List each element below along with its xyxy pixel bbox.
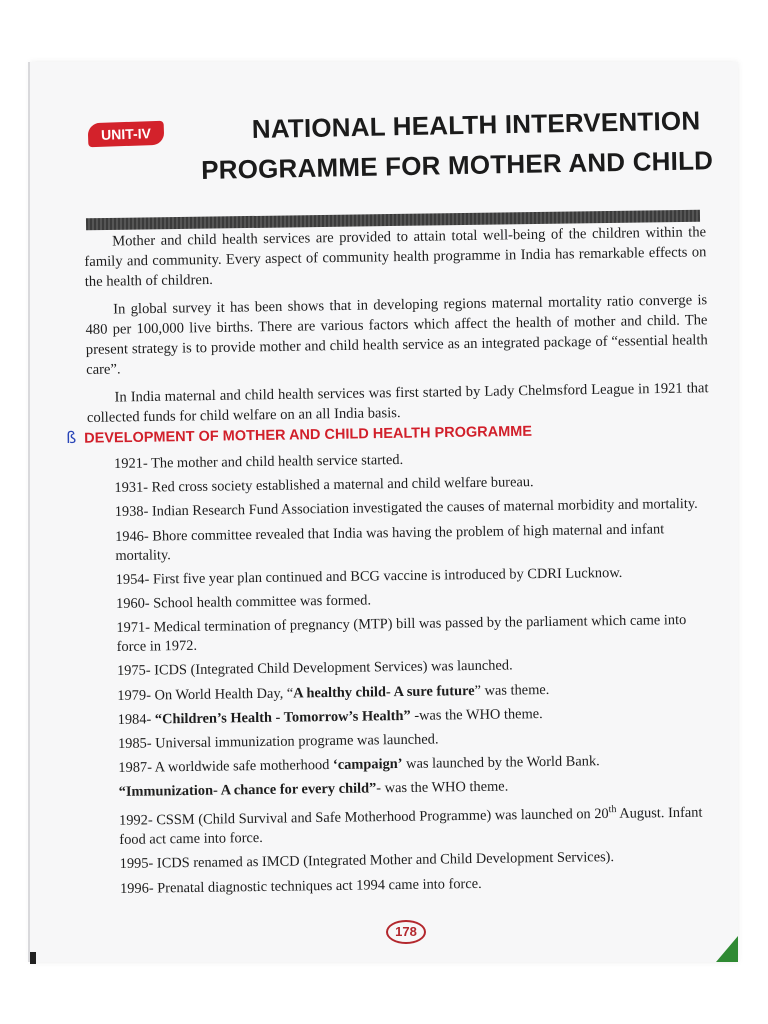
timeline-entry: 1975- ICDS (Integrated Child Development Services) was launched. — [116, 657, 513, 680]
timeline-entry: 1931- Red cross society established a maternal and child welfare bureau. — [114, 474, 534, 497]
timeline-entry-text: -was the WHO theme. — [410, 705, 543, 724]
timeline-entry — [119, 775, 719, 802]
timeline-entry-text: August. Infant food act came into force. — [119, 805, 703, 849]
timeline-entry: 1960- School health committee was formed. — [115, 592, 372, 612]
intro-paragraph-1: Mother and child health services are provided to attain total well-being of the children within the family and community. Every aspect of community health programme in India has remarkable effects on the health of children. — [84, 224, 707, 290]
timeline-entry-text: 1984- — [117, 711, 155, 728]
timeline-entry-text: 1992- CSSM (Child Survival and Safe Motherhood Programme) was launched on 20 — [119, 806, 609, 830]
intro-paragraph-3: In India maternal and child health services was first started by Lady Chelmsford League in 1921 that collected funds for child welfare on an all India basis. — [86, 380, 709, 426]
timeline-entry-text: 1987- A worldwide safe motherhood — [118, 757, 334, 777]
timeline-entry — [118, 702, 718, 729]
timeline-entry-superscript: th — [608, 804, 617, 816]
chapter-title-line-2: PROGRAMME FOR MOTHER AND CHILD — [200, 145, 714, 185]
timeline-entry: 1995- ICDS renamed as IMCD (Integrated Mother and Child Development Services). — [119, 849, 615, 873]
timeline-entry: 1954- First five year plan continued and BCG vaccine is introduced by CDRI Lucknow. — [115, 564, 623, 588]
timeline-entry: 1971- Medical termination of pregnancy (MTP) bill was passed by the parliament which came into force in 1972. — [116, 612, 687, 656]
timeline-entry: 1996- Prenatal diagnostic techniques act 1994 came into force. — [119, 875, 482, 897]
timeline-list — [114, 447, 720, 904]
timeline-entry-text: - was the WHO theme. — [376, 778, 509, 797]
timeline-entry-emphasis: A healthy child- A sure future — [293, 682, 475, 702]
timeline-entry-text: was launched by the World Bank. — [402, 753, 600, 773]
chapter-title-line-1: NATIONAL HEALTH INTERVENTION — [251, 105, 701, 145]
timeline-entry: 1921- The mother and child health service started. — [114, 451, 404, 472]
chapter-title — [200, 100, 714, 190]
timeline-entry: 1946- Bhore committee revealed that India was having the problem of high maternal and infant mortality. — [115, 520, 665, 564]
pen-annotation-icon: ß — [66, 427, 77, 447]
intro-paragraph-2: In global survey it has been shows that in developing regions maternal mortality ratio converge is 480 per 100,000 live births. There are various factors which affect the health of mother and child. The present strategy is to provide mother and child health service as an integrated package of “essential health care”. — [85, 292, 708, 378]
unit-badge: UNIT-IV — [88, 121, 165, 148]
timeline-entry — [117, 678, 717, 705]
timeline-entry — [119, 799, 720, 850]
timeline-entry-emphasis: “Immunization- A chance for every child” — [118, 780, 377, 801]
timeline-entry: 1985- Universal immunization programe was launched. — [117, 731, 439, 752]
page-shadow-mark — [30, 952, 36, 964]
timeline-entry-text: ” was theme. — [474, 681, 550, 699]
timeline-entry-emphasis: ‘campaign’ — [332, 756, 403, 774]
timeline-entry-emphasis: “Children’s Health - Tomorrow’s Health” — [154, 707, 411, 728]
section-heading-text: DEVELOPMENT OF MOTHER AND CHILD HEALTH PROGRAMME — [84, 423, 533, 447]
intro-section — [84, 222, 709, 428]
timeline-entry — [118, 751, 718, 778]
timeline-entry: 1938- Indian Research Fund Association investigated the causes of maternal morbidity and mortality. — [114, 496, 698, 521]
timeline-entry-text: 1979- On World Health Day, “ — [117, 685, 294, 704]
page-number: 178 — [386, 920, 426, 944]
